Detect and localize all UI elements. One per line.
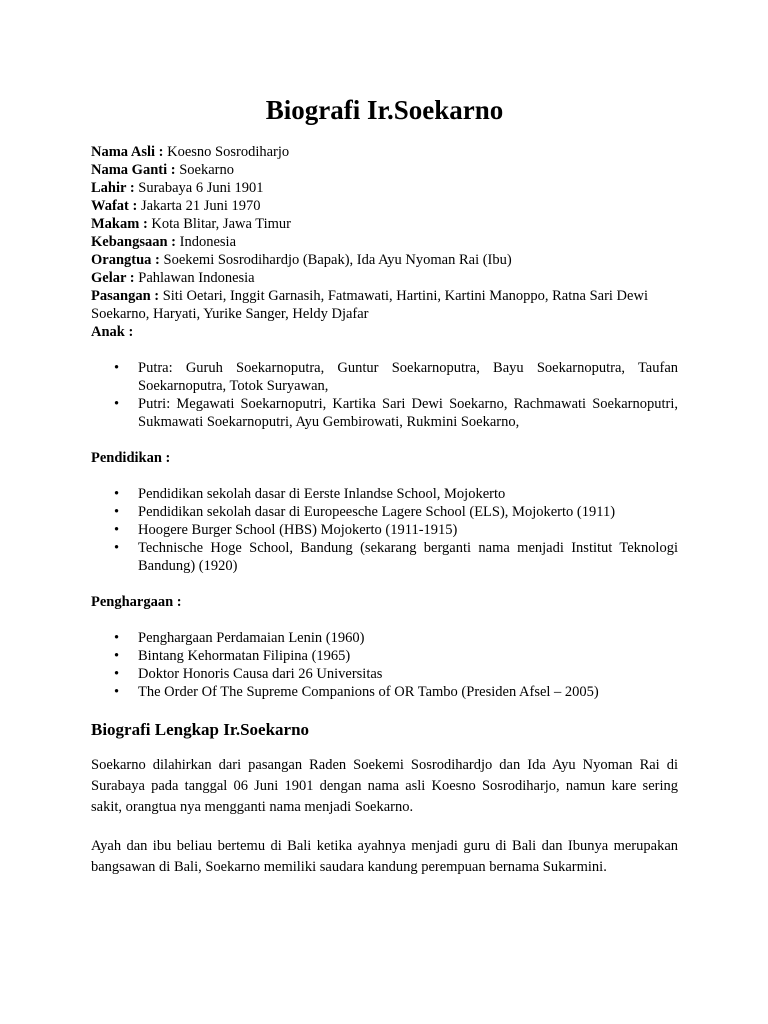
list-item-text: Pendidikan sekolah dasar di Europeesche Lagere School (ELS), Mojokerto (1911) bbox=[138, 504, 616, 520]
list-item bbox=[91, 647, 678, 665]
document-title: Biografi Ir.Soekarno bbox=[265, 95, 504, 125]
list-item-text: The Order Of The Supreme Companions of OR Tambo (Presiden Afsel – 2005) bbox=[138, 684, 599, 700]
list-item bbox=[91, 521, 678, 539]
bullet-icon: • bbox=[114, 522, 120, 538]
paragraph: Soekarno dilahirkan dari pasangan Raden Soekemi Sosrodihardjo dan Ida Ayu Nyoman Rai di Surabaya pada tanggal 06 Juni 1901 dengan nama asli Koesno Sosrodiharjo, namun kare sering sakit, orangtua nya mengganti nama menjadi Soekarno. bbox=[91, 757, 678, 815]
bullet-icon: • bbox=[114, 360, 120, 376]
fact-value: Kota Blitar, Jawa Timur bbox=[147, 216, 292, 232]
fact-value: Soekemi Sosrodihardjo (Bapak), Ida Ayu Nyoman Rai (Ibu) bbox=[159, 252, 512, 268]
fact-value: Indonesia bbox=[176, 234, 237, 250]
list-item-text: Hoogere Burger School (HBS) Mojokerto (1911-1915) bbox=[138, 522, 458, 538]
list-item bbox=[91, 629, 678, 647]
fact-makam bbox=[91, 215, 678, 233]
fact-kebangsaan bbox=[91, 233, 678, 251]
penghargaan-list bbox=[91, 629, 678, 701]
document-page bbox=[91, 0, 678, 878]
list-item-text: Pendidikan sekolah dasar di Eerste Inlandse School, Mojokerto bbox=[138, 486, 506, 502]
list-item-text: Doktor Honoris Causa dari 26 Universitas bbox=[138, 666, 383, 682]
list-item-text: Bintang Kehormatan Filipina (1965) bbox=[138, 648, 351, 664]
anak-list bbox=[91, 359, 678, 431]
fact-label: Nama Asli : bbox=[91, 144, 164, 160]
list-item-text: Putra: Guruh Soekarnoputra, Guntur Soekarnoputra, Bayu Soekarnoputra, Taufan Soekarnoputra, Totok Suryawan, bbox=[138, 360, 678, 394]
bullet-icon: • bbox=[114, 630, 120, 646]
bullet-icon: • bbox=[114, 666, 120, 682]
pendidikan-list bbox=[91, 485, 678, 575]
list-item bbox=[91, 395, 678, 431]
fact-pasangan bbox=[91, 287, 678, 323]
fact-label: Wafat : bbox=[91, 198, 138, 214]
fact-value: Siti Oetari, Inggit Garnasih, Fatmawati, Hartini, Kartini Manoppo, Ratna Sari Dewi Soekarno, Haryati, Yurike Sanger, Heldy Djafar bbox=[91, 288, 648, 322]
list-item bbox=[91, 503, 678, 521]
list-item-text: Putri: Megawati Soekarnoputri, Kartika Sari Dewi Soekarno, Rachmawati Soekarnoputri, Sukmawati Soekarnoputri, Ayu Gembirowati, Rukmini Soekarno, bbox=[138, 396, 678, 430]
fact-label: Orangtua : bbox=[91, 252, 160, 268]
fact-nama-asli bbox=[91, 143, 678, 161]
fact-nama-ganti bbox=[91, 161, 678, 179]
bullet-icon: • bbox=[114, 684, 120, 700]
fact-wafat bbox=[91, 197, 678, 215]
fact-label: Pasangan : bbox=[91, 288, 160, 304]
bullet-icon: • bbox=[114, 396, 120, 412]
list-item bbox=[91, 683, 678, 701]
list-item-text: Penghargaan Perdamaian Lenin (1960) bbox=[138, 630, 365, 646]
list-item bbox=[91, 665, 678, 683]
fact-value: Koesno Sosrodiharjo bbox=[163, 144, 290, 160]
bullet-icon: • bbox=[114, 540, 120, 556]
fact-label: Nama Ganti : bbox=[91, 162, 176, 178]
fact-anak bbox=[91, 323, 678, 341]
bullet-icon: • bbox=[114, 504, 120, 520]
list-item bbox=[91, 359, 678, 395]
bullet-icon: • bbox=[114, 648, 120, 664]
section-heading: Biografi Lengkap Ir.Soekarno bbox=[91, 720, 310, 739]
facts-list bbox=[91, 143, 678, 341]
paragraph: Ayah dan ibu beliau bertemu di Bali ketika ayahnya menjadi guru di Bali dan Ibunya merupakan bangsawan di Bali, Soekarno memiliki saudara kandung perempuan bernama Sukarmini. bbox=[91, 838, 678, 875]
fact-value: Jakarta 21 Juni 1970 bbox=[137, 198, 261, 214]
fact-label: Lahir : bbox=[91, 180, 135, 196]
fact-label: Gelar : bbox=[91, 270, 135, 286]
list-item bbox=[91, 485, 678, 503]
pendidikan-label: Pendidikan : bbox=[91, 450, 171, 466]
fact-value: Pahlawan Indonesia bbox=[134, 270, 255, 286]
list-item-text: Technische Hoge School, Bandung (sekarang berganti nama menjadi Institut Teknologi Bandung) (1920) bbox=[138, 540, 678, 574]
penghargaan-label: Penghargaan : bbox=[91, 594, 182, 610]
list-item bbox=[91, 539, 678, 575]
fact-gelar bbox=[91, 269, 678, 287]
fact-label: Kebangsaan : bbox=[91, 234, 177, 250]
fact-label: Makam : bbox=[91, 216, 148, 232]
fact-value: Soekarno bbox=[175, 162, 234, 178]
bullet-icon: • bbox=[114, 486, 120, 502]
fact-label: Anak : bbox=[91, 324, 134, 340]
fact-lahir bbox=[91, 179, 678, 197]
fact-value: Surabaya 6 Juni 1901 bbox=[134, 180, 264, 196]
fact-orangtua bbox=[91, 251, 678, 269]
